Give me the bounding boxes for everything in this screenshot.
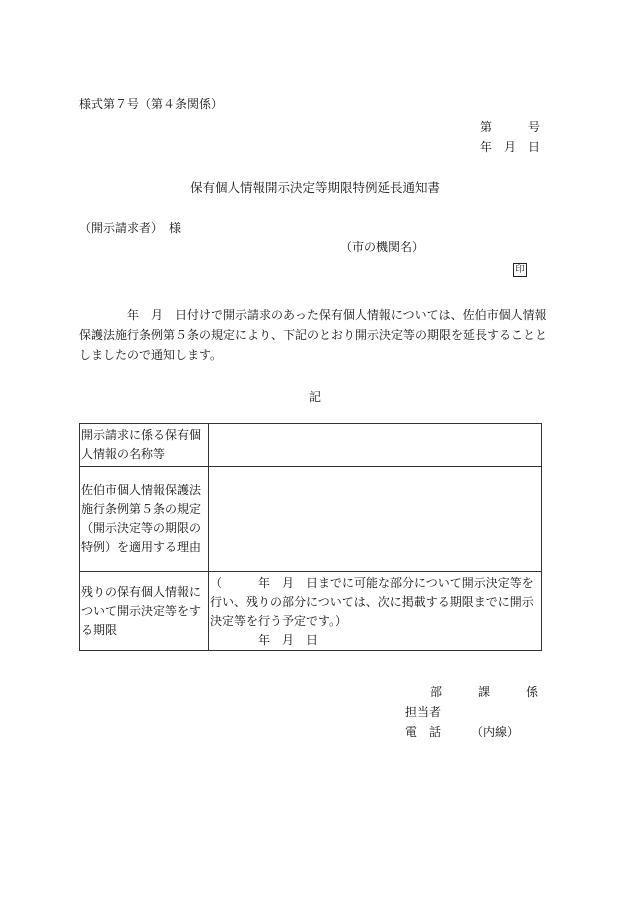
addressee: （開示請求者） 様 [79, 221, 182, 235]
row-value[interactable] [209, 572, 542, 651]
sender-agency: （市の機関名） [340, 240, 425, 254]
table-row [80, 424, 542, 467]
document-number: 第 号 [480, 120, 541, 134]
body-line-1 [79, 305, 555, 325]
form-id: 様式第７号（第４条関係） [79, 97, 224, 111]
seal-stamp: 印 [513, 263, 527, 277]
row-label: 残りの保有個人情報について開示決定等をする期限 [80, 572, 209, 651]
row-label: 開示請求に係る保有個人情報の名称等 [80, 424, 209, 467]
notice-body [79, 305, 555, 365]
body-line-1-text: 年 月 日付けで開示請求のあった保有個人情報については、佐伯市個人情報 [127, 308, 547, 322]
detail-table [79, 423, 542, 651]
contact-department: 部 課 係 [430, 685, 539, 699]
table-row [80, 467, 542, 572]
row-label: 佐伯市個人情報保護法施行条例第５条の規定（開示決定等の期限の特例）を適用する理由 [80, 467, 209, 572]
contact-phone: 電 話 （内線） [405, 725, 520, 739]
row-value[interactable] [209, 424, 542, 467]
page-title: 保有個人情報開示決定等期限特例延長通知書 [189, 180, 440, 195]
contact-person: 担当者 [405, 705, 442, 719]
deadline-date: 年 月 日 [258, 633, 319, 647]
ki-heading: 記 [308, 390, 321, 404]
deadline-note: （ 年 月 日までに可能な部分について開示決定等を行い、残りの部分については、次に掲載する期限までに開示決定等を行う予定です。） [210, 576, 534, 628]
body-line-3: しましたので通知します。 [79, 348, 223, 362]
body-line-2: 保護法施行条例第５条の規定により、下記のとおり開示決定等の期限を延長することと [79, 328, 548, 342]
row-value[interactable] [209, 467, 542, 572]
table-row [80, 572, 542, 651]
document-date: 年 月 日 [480, 140, 541, 154]
